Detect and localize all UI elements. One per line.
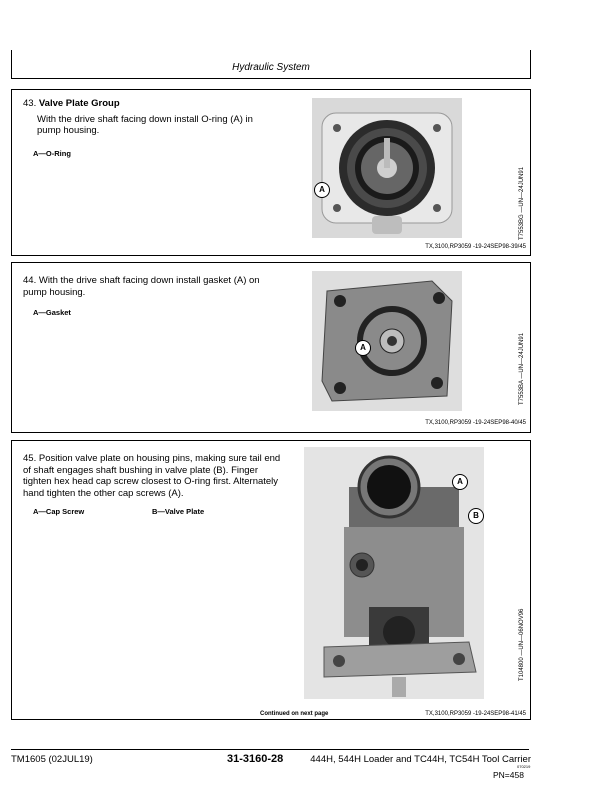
callout-b: B [468,508,484,524]
step-number: 44. [23,275,37,286]
step-44-section [11,262,531,433]
pump-housing-photo [312,98,462,238]
legend-item: A—O-Ring [33,149,71,158]
step-43-section [11,89,531,256]
pump-oring-illustration [312,98,462,238]
footer-rule [11,749,529,750]
continued-note: Continued on next page [260,711,329,717]
step-title: Valve Plate Group [38,98,120,109]
footer-code: 070219 [517,764,531,769]
footer-page-number: 31-3160-28 [227,753,284,765]
step-45-text [23,453,283,499]
callout-a: A [452,474,468,490]
image-id: T104800 —UN—06NOV96 [519,608,525,681]
step-body: With the drive shaft facing down install gasket (A) on pump housing. [23,275,260,298]
image-id: T7553BA —UN—24JUN91 [519,332,525,405]
step-body: With the drive shaft facing down install O-ring (A) in pump housing. [37,113,253,136]
reference-code: TX,3100,RP3059 -19-24SEP98-41/45 [425,711,526,717]
legend-item-a: A—Cap Screw [33,507,85,516]
footer-manual: TM1605 (02JUL19) [11,754,93,765]
step-body: Position valve plate on housing pins, making sure tail end of shaft engages shaft bushing in valve plate (B). Finger tighten hex head cap screw closest to O-ring first. Alternately hand tighten the other cap screws (A). [23,453,281,499]
callout-a: A [314,182,330,198]
step-43-text [23,98,273,137]
gasket-photo [312,271,462,411]
callout-a: A [355,340,371,356]
reference-code: TX,3100,RP3059 -19-24SEP98-40/45 [425,420,526,426]
legend-item-b: B—Valve Plate [152,507,205,516]
image-id: T7553BG —UN—24JUN91 [519,166,525,240]
step-number: 45. [23,453,37,464]
step-number: 43. [23,98,37,109]
page-header: Hydraulic System [232,62,310,73]
step-45-section [11,440,531,720]
gasket-illustration [312,271,462,411]
footer-models: 444H, 544H Loader and TC44H, TC54H Tool Carrier [310,754,531,765]
legend-item: A—Gasket [33,308,71,317]
footer-pn: PN=458 [493,770,524,780]
reference-code: TX,3100,RP3059 -19-24SEP98-39/45 [425,244,526,250]
step-44-text [23,275,273,298]
